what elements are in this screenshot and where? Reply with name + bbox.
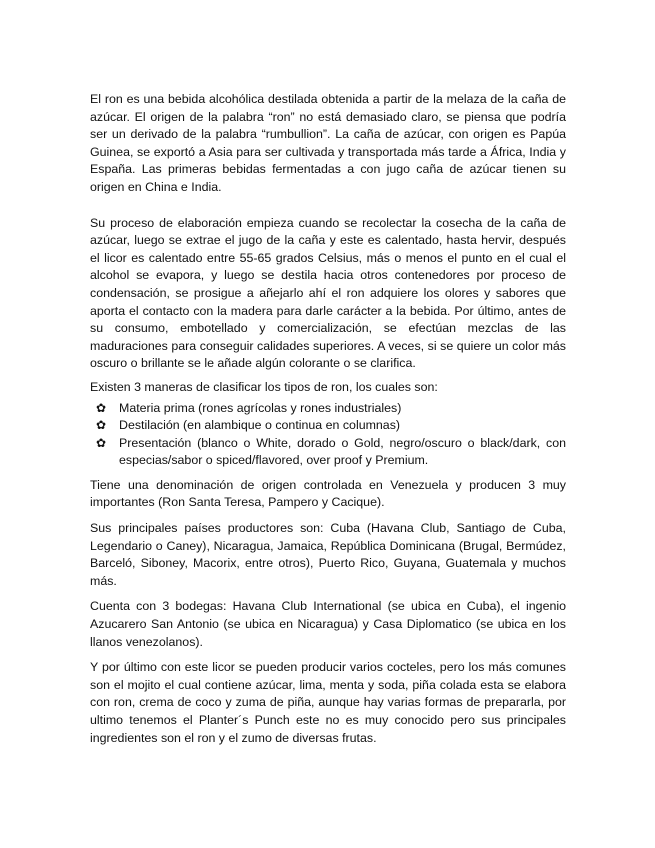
- list-item: [90, 435, 566, 470]
- paragraph-bodegas: Cuenta con 3 bodegas: Havana Club International (se ubica en Cuba), el ingenio Azucarero San Antonio (se ubica en Nicaragua) y Casa Diplomatico (se ubica en los llanos venezolanos).: [90, 599, 566, 649]
- paragraph-venezuela: Tiene una denominación de origen controlada en Venezuela y producen 3 muy importantes (Ron Santa Teresa, Pampero y Cacique).: [90, 477, 566, 510]
- paragraph-intro: El ron es una bebida alcohólica destilada obtenida a partir de la melaza de la caña de azúcar. El origen de la palabra “ron” no está demasiado claro, se piensa que podría ser un derivado de la palabra “rumbullion”. La caña de azúcar, con origen es Papúa Guinea, se exportó a Asia para ser cultivada y transportada más tarde a África, India y España. Las primeras bebidas fermentadas a con jugo caña de azúcar tienen su origen en China e India.: [90, 92, 566, 194]
- document-page: [90, 91, 566, 747]
- paragraph-cocktails: Y por último con este licor se pueden producir varios cocteles, pero los más comunes son el mojito el cual contiene azúcar, lima, menta y soda, piña colada esta se elabora con ron, crema de coco y zuma de piña, aunque hay varias formas de prepararla, por ultimo tenemos el Planter´s Punch este no es muy conocido pero sus principales ingredientes son el ron y el zumo de diversas frutas.: [90, 660, 566, 745]
- list-item: [90, 417, 566, 435]
- list-item-text: Materia prima (rones agrícolas y rones industriales): [119, 400, 402, 415]
- flower-bullet-icon: ✿: [96, 400, 107, 415]
- paragraph-producers: Sus principales países productores son: Cuba (Havana Club, Santiago de Cuba, Legendario o Caney), Nicaragua, Jamaica, República Dominicana (Brugal, Bermúdez, Barceló, Siboney, Macorix, entre otros), Puerto Rico, Guyana, Guatemala y muchos más.: [90, 521, 566, 588]
- list-item: [90, 400, 566, 418]
- flower-bullet-icon: ✿: [96, 418, 107, 433]
- flower-bullet-icon: ✿: [96, 435, 107, 450]
- list-item-text: Presentación (blanco o White, dorado o Gold, negro/oscuro o black/dark, con especias/sabor o spiced/flavored, over proof y Premium.: [119, 435, 566, 468]
- list-item-text: Destilación (en alambique o continua en columnas): [119, 418, 401, 433]
- paragraph-process: Su proceso de elaboración empieza cuando se recolectar la cosecha de la caña de azúcar, luego se extrae el jugo de la caña y este es calentado, hasta hervir, después el licor es calentado entre 55-65 grados Celsius, más o menos el punto en el cual el alcohol se evapora, y luego se destila hacia otros contenedores por proceso de condensación, se prosigue a añejarlo ahí el ron adquiere los olores y sabores que aporta el contacto con la madera para darle carácter a la bebida. Por último, antes de su consumo, embotellado y comercialización, se efectúan mezclas de las maduraciones para conseguir calidades superiores. A veces, si se quiere un color más oscuro o brillante se le añade algún colorante o se clarifica.: [90, 215, 566, 371]
- classification-list: [90, 400, 566, 470]
- paragraph-classify-intro: Existen 3 maneras de clasificar los tipos de ron, los cuales son:: [90, 379, 438, 394]
